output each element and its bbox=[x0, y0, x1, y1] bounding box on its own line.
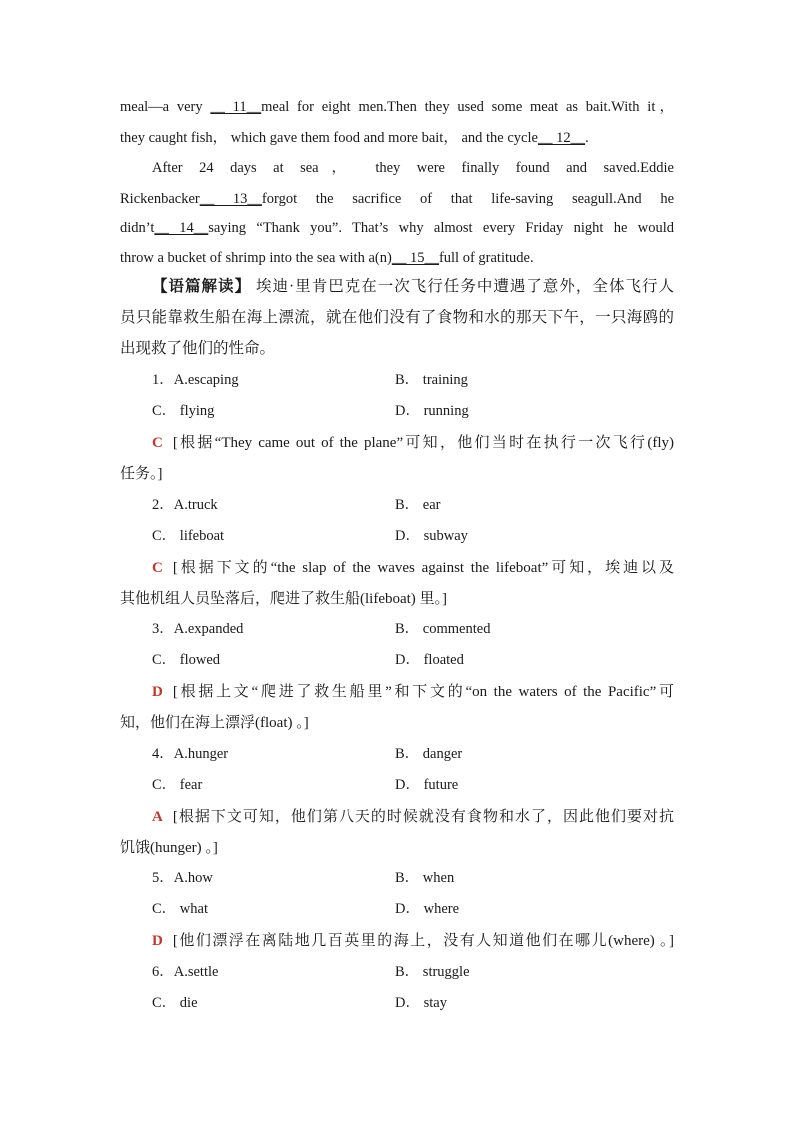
q1-option-c: C． flying bbox=[152, 403, 215, 419]
q5-option-a: 5．A.how bbox=[152, 870, 213, 886]
blank-14: __ 14__ bbox=[154, 220, 209, 236]
q1-option-d: D． running bbox=[395, 403, 469, 419]
reading-line-2: 员只能靠救生船在海上漂流，就在他们没有了食物和水的那天下午，一只海鸥的 bbox=[120, 309, 674, 326]
blank-13: __ 13__ bbox=[199, 191, 262, 207]
q6-option-d: D． stay bbox=[395, 995, 447, 1011]
q6-option-a: 6．A.settle bbox=[152, 964, 219, 980]
blank-11: __ 11__ bbox=[210, 99, 262, 115]
q1-answer: C bbox=[152, 435, 163, 451]
passage-line-1: meal—a very __ 11__meal for eight men.Then they used some meat as bait.With it， bbox=[120, 99, 674, 115]
q1-option-b: B． training bbox=[395, 372, 468, 388]
q3-answer: D bbox=[152, 684, 163, 700]
q4-answer: A bbox=[152, 809, 163, 825]
q5-explanation: D [他们漂浮在离陆地几百英里的海上，没有人知道他们在哪儿(where) 。] bbox=[152, 933, 674, 949]
q4-explanation-cont: 饥饿(hunger) 。] bbox=[120, 840, 218, 856]
q3-option-d: D． floated bbox=[395, 652, 464, 668]
q5-option-d: D． where bbox=[395, 901, 460, 917]
q6-option-b: B． struggle bbox=[395, 964, 470, 980]
blank-12: __ 12__ bbox=[537, 130, 586, 146]
q2-explanation: C [根据下文的“the slap of the waves against the lifeboat”可知，埃迪以及 bbox=[152, 560, 674, 576]
q2-option-d: D． subway bbox=[395, 528, 468, 544]
q5-option-b: B． when bbox=[395, 870, 455, 886]
q3-option-a: 3．A.expanded bbox=[152, 621, 244, 637]
q4-explanation: A [根据下文可知，他们第八天的时候就没有食物和水了，因此他们要对抗 bbox=[152, 809, 674, 825]
q3-option-b: B． commented bbox=[395, 621, 491, 637]
q6-option-c: C． die bbox=[152, 995, 198, 1011]
q2-option-b: B． ear bbox=[395, 497, 441, 513]
passage-line-2: they caught fish， which gave them food and more bait， and the cycle__ 12__. bbox=[120, 130, 589, 146]
q2-explanation-cont: 其他机组人员坠落后，爬进了救生船(lifeboat) 里。] bbox=[120, 591, 448, 607]
passage-line-6: throw a bucket of shrimp into the sea with a(n)__ 15__full of gratitude. bbox=[120, 250, 534, 266]
q1-option-a: 1．A.escaping bbox=[152, 372, 239, 388]
q2-option-a: 2．A.truck bbox=[152, 497, 218, 513]
q4-option-d: D． future bbox=[395, 777, 459, 793]
passage-line-3: After 24 days at sea， they were finally found and saved.Eddie bbox=[152, 160, 674, 176]
q3-option-c: C． flowed bbox=[152, 652, 221, 668]
q1-explanation: C [根据“They came out of the plane”可知，他们当时在执行一次飞行(fly) bbox=[152, 435, 674, 451]
q4-option-b: B． danger bbox=[395, 746, 463, 762]
q4-option-a: 4．A.hunger bbox=[152, 746, 229, 762]
reading-line-1: 【语篇解读】 埃迪·里肯巴克在一次飞行任务中遭遇了意外，全体飞行人 bbox=[152, 278, 674, 295]
reading-line-3: 出现救了他们的性命。 bbox=[120, 340, 276, 357]
q3-explanation: D [根据上文“爬进了救生船里”和下文的“on the waters of the Pacific”可 bbox=[152, 684, 674, 700]
q4-option-c: C． fear bbox=[152, 777, 203, 793]
q3-explanation-cont: 知，他们在海上漂浮(float) 。] bbox=[120, 715, 309, 731]
reading-label: 【语篇解读】 bbox=[152, 278, 252, 295]
q2-answer: C bbox=[152, 560, 163, 576]
q5-option-c: C． what bbox=[152, 901, 208, 917]
q2-option-c: C． lifeboat bbox=[152, 528, 225, 544]
q5-answer: D bbox=[152, 933, 163, 949]
passage-line-5: didn’t__ 14__saying “Thank you”. That’s why almost every Friday night he would bbox=[120, 220, 674, 236]
passage-line-4: Rickenbacker__ 13__forgot the sacrifice of that life-saving seagull.And he bbox=[120, 191, 675, 207]
blank-15: __ 15__ bbox=[391, 250, 439, 266]
q1-explanation-cont: 任务。] bbox=[120, 466, 163, 482]
